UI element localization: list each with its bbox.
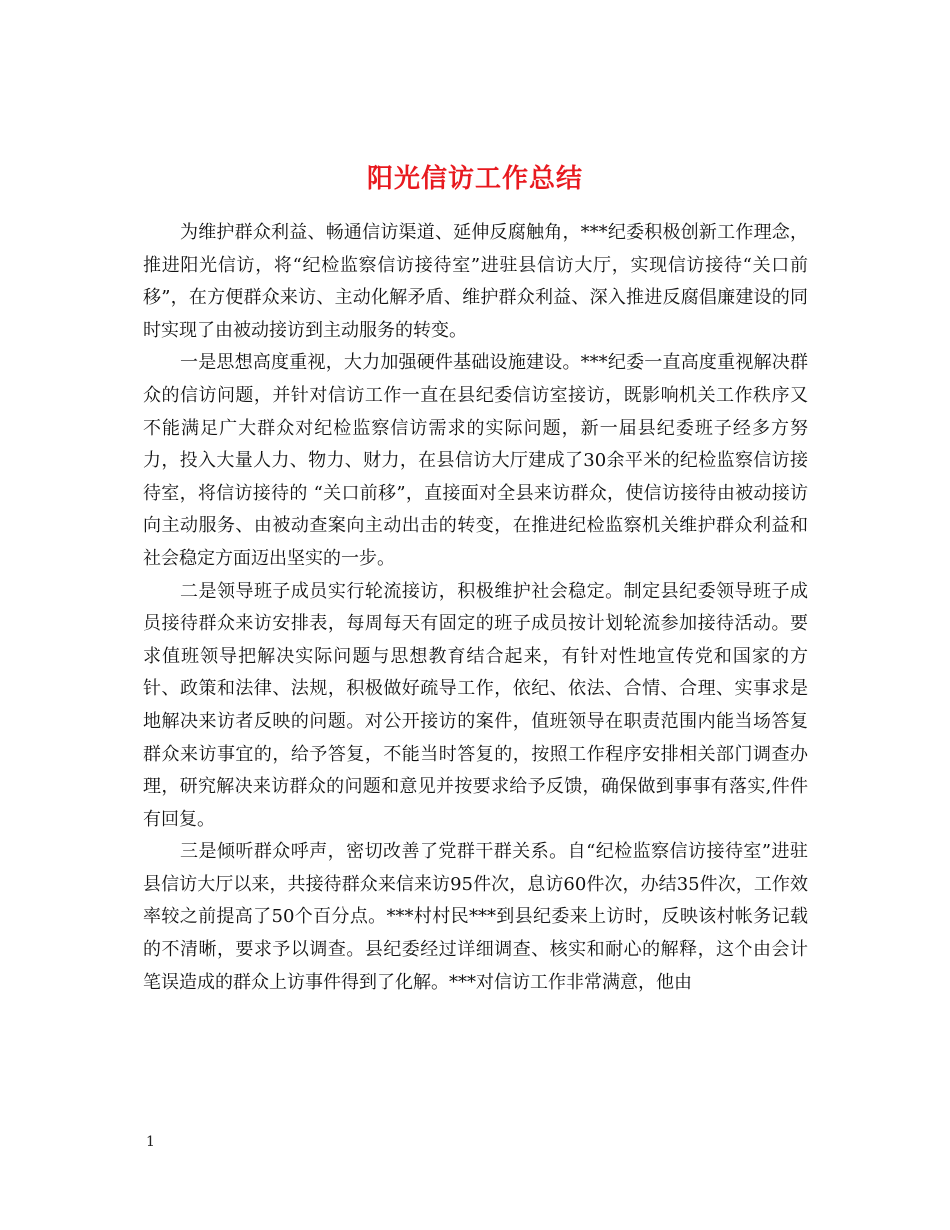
page-number: 1 [146,1134,155,1150]
paragraph-intro: 为维护群众利益、畅通信访渠道、延伸反腐触角，***纪委积极创新工作理念，推进阳光信访，将“纪检监察信访接待室”进驻县信访大厅，实现信访接待“关口前移”，在方便群众来访、主动化解矛盾、维护群众利益、深入推进反腐倡廉建设的同时实现了由被动接访到主动服务的转变。 [143,222,808,341]
paragraph-point-one: 一是思想高度重视，大力加强硬件基础设施建设。***纪委一直高度重视解决群众的信访问题，并针对信访工作一直在县纪委信访室接访，既影响机关工作秩序又不能满足广大群众对纪检监察信访需求的实际问题，新一届县纪委班子经多方努力，投入大量人力、物力、财力，在县信访大厅建成了30余平米的纪检监察信访接待室，将信访接待的 “关口前移”，直接面对全县来访群众，使信访接待由被动接访向主动服务、由被动查案向主动出击的转变，在推进纪检监察机关维护群众利益和社会稳定方面迈出坚实的一步。 [143,352,808,569]
document-title: 阳光信访工作总结 [366,164,583,195]
paragraph-point-three: 三是倾听群众呼声，密切改善了党群干群关系。自“纪检监察信访接待室”进驻县信访大厅以来，共接待群众来信来访95件次，息访60件次，办结35件次，工作效率较之前提高了50个百分点。***村村民***到县纪委来上访时，反映该村帐务记载的不清晰，要求予以调查。县纪委经过详细调查、核实和耐心的解释，这个由会计笔误造成的群众上访事件得到了化解。***对信访工作非常满意，他由 [143,841,808,993]
paragraph-point-two: 二是领导班子成员实行轮流接访，积极维护社会稳定。制定县纪委领导班子成员接待群众来访安排表，每周每天有固定的班子成员按计划轮流参加接待活动。要求值班领导把解决实际问题与思想教育结合起来，有针对性地宣传党和国家的方针、政策和法律、法规，积极做好疏导工作，依纪、依法、合情、合理、实事求是地解决来访者反映的问题。对公开接访的案件，值班领导在职责范围内能当场答复群众来访事宜的，给予答复，不能当时答复的，按照工作程序安排相关部门调查办理，研究解决来访群众的问题和意见并按要求给予反馈，确保做到事事有落实,件件有回复。 [143,580,808,830]
document-body [143,217,808,999]
